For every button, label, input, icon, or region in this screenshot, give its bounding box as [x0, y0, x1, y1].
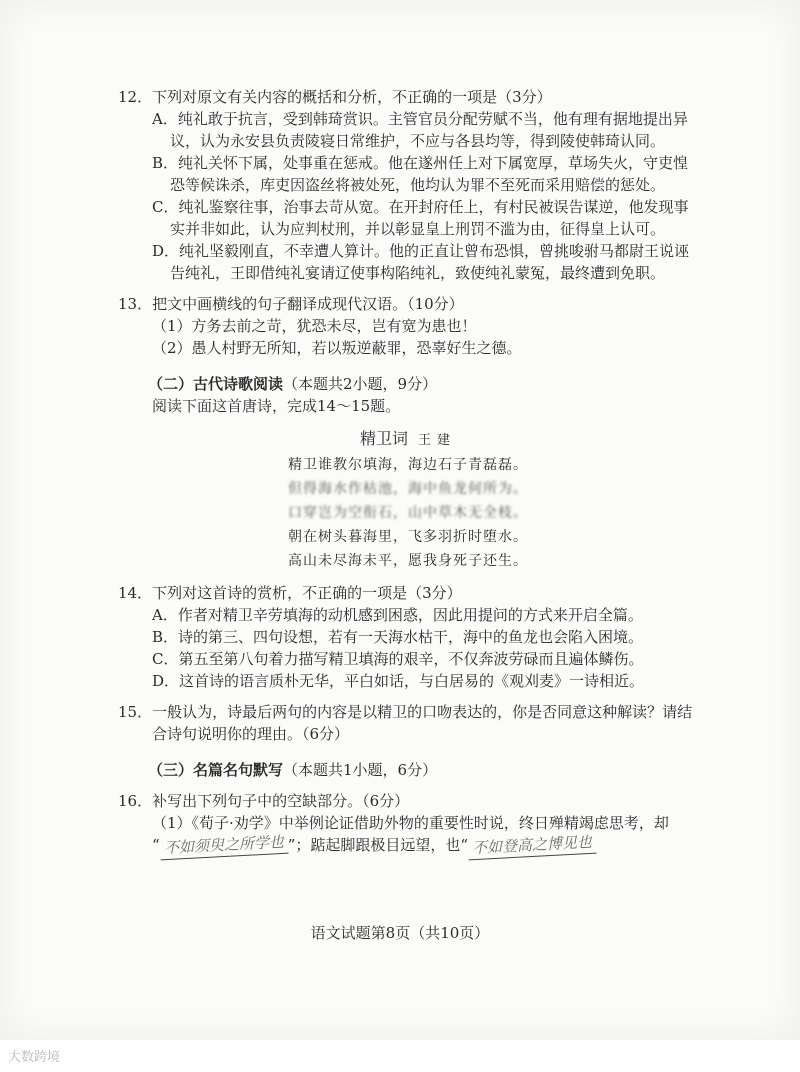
q12-option-c-cont: 实并非如此，认为应判杖刑，并以彰显皇上刑罚不滥为由，征得皇上认可。: [170, 220, 666, 238]
poem-line-5: 高山未尽海未平，愿我身死子还生。: [288, 553, 528, 569]
poem-title-row: [118, 427, 698, 453]
q16-item-1: （1）《荀子·劝学》中举例论证借助外物的重要性时说，终日殚精竭虑思考，却: [152, 814, 669, 832]
page-footer: 语文试题第8页（共10页）: [310, 924, 490, 942]
q12-option-d: D．纯礼坚毅刚直，不幸遭人算计。他的正直让曾布恐惧，曾挑唆驸马都尉王说诬: [152, 242, 690, 260]
section-dictation-heading: [118, 759, 698, 781]
poem-title: 精卫词: [359, 429, 408, 448]
q12-option-b-cont: 恐等候诛杀，库吏因盗丝将被处死，他均认为罪不至死而采用赔偿的惩处。: [170, 176, 666, 194]
q16-item-1-cont: [118, 834, 698, 857]
q12-option-d-cont: 告纯礼，王即借纯礼宴请辽使事构陷纯礼，致使纯礼蒙冤，最终遭到免职。: [170, 264, 666, 282]
handwritten-answer-1: 不如须臾之所学也: [159, 831, 288, 861]
poem-line-1: 精卫谁教尔填海，海边石子青磊磊。: [288, 457, 528, 473]
q16-stem: 16．补写出下列句子中的空缺部分。（6分）: [118, 792, 410, 810]
poetry-intro: 阅读下面这首唐诗，完成14～15题。: [152, 397, 401, 415]
q12-option-b: B．纯礼关怀下属，处事重在惩戒。他在遂州任上对下属宽厚，草场失火，守吏惶: [152, 154, 689, 172]
q14-option-d: D．这首诗的语言质朴无华，平白如话，与白居易的《观刈麦》一诗相近。: [152, 672, 645, 690]
section-dictation-note: （本题共1小题，6分）: [283, 761, 438, 779]
q12-option-a-cont: 议，认为永安县负责陵寝日常维护，不应与各县均等，得到陵使韩琦认同。: [170, 132, 666, 150]
q14-option-b: B．诗的第三、四句设想，若有一天海水枯干，海中的鱼龙也会陷入困境。: [152, 628, 644, 646]
poem-author: 王建: [418, 433, 457, 448]
handwritten-answer-2: 不如登高之博见也: [468, 831, 597, 861]
open-quote: “: [152, 836, 160, 854]
section-dictation-title: （三）名篇名句默写: [148, 761, 284, 779]
q12-option-c: C．纯礼鉴察往事，治事去苛从宽。在开封府任上，有村民被误告谋逆，他发现事: [152, 198, 689, 216]
section-poetry-note: （本题共2小题，9分）: [283, 375, 438, 393]
q14-option-c: C．第五至第八句着力描写精卫填海的艰辛，不仅奔波劳碌而且遍体鳞伤。: [152, 650, 644, 668]
section-poetry-heading: [118, 373, 698, 395]
watermark: 大数跨境: [8, 1050, 61, 1065]
section-poetry-title: （二）古代诗歌阅读: [148, 375, 284, 393]
poem-line-3: 口穿岂为空衔石，山中草木无全枝。: [288, 505, 528, 521]
q13-sentence-2: （2）愚人村野无所知，若以叛逆蔽罪，恐辜好生之德。: [152, 339, 522, 357]
q15-stem: 15．一般认为，诗最后两句的内容是以精卫的口吻表达的，你是否同意这种解读？请结: [118, 703, 693, 721]
q15-stem-cont: 合诗句说明你的理由。（6分）: [152, 725, 350, 743]
q12-option-a: A．纯礼敢于抗言，受到韩琦赏识。主管官员分配劳赋不当，他有理有据地提出异: [152, 110, 688, 128]
poem-line-2: 但得海水作枯池，海中鱼龙何所为。: [288, 481, 528, 497]
poem-line-4: 朝在树头暮海里，飞多羽折时堕水。: [288, 529, 528, 545]
q14-option-a: A．作者对精卫辛劳填海的动机感到困惑，因此用提问的方式来开启全篇。: [152, 606, 643, 624]
q12-stem: 12．下列对原文有关内容的概括和分析，不正确的一项是（3分）: [118, 88, 552, 106]
q13-sentence-1: （1）方务去前之苛，犹恐未尽，岂有宽为患也！: [152, 317, 477, 335]
q14-stem: 14．下列对这首诗的赏析，不正确的一项是（3分）: [118, 584, 462, 602]
page-content: [118, 86, 698, 857]
q13-stem: 13．把文中画横线的句子翻译成现代汉语。（10分）: [118, 295, 464, 313]
q16-item-1-middle: ”；踮起脚跟极目远望，也“: [287, 836, 469, 854]
